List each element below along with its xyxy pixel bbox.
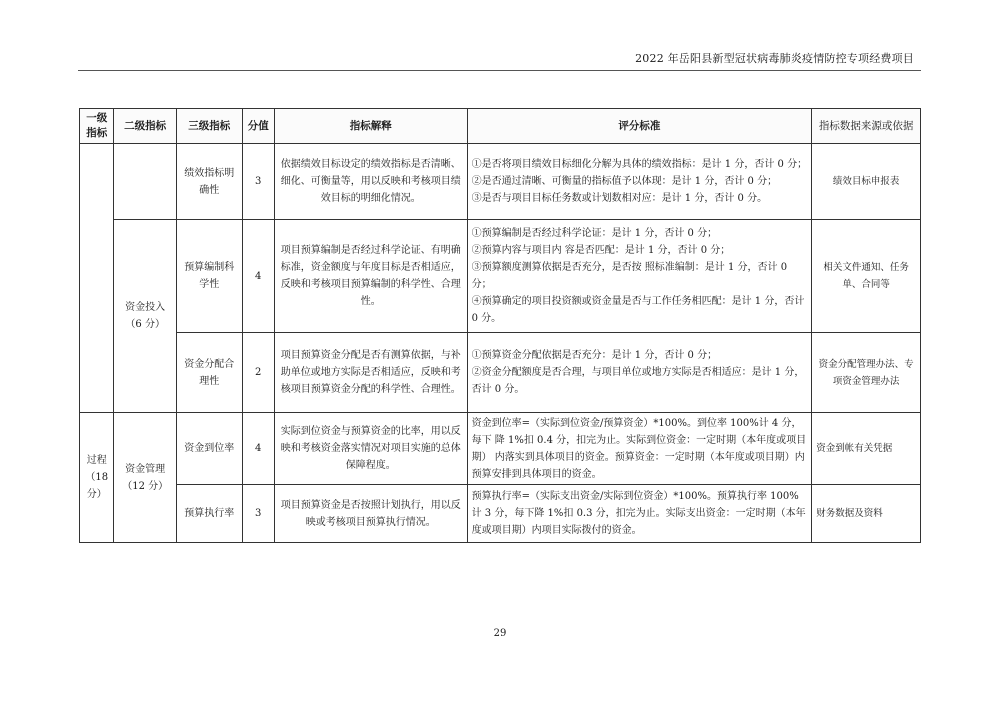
score-cell: 3 <box>242 144 274 220</box>
header-level3: 三级指标 <box>176 109 242 144</box>
standard-cell <box>467 333 812 413</box>
explanation-cell: 实际到位资金与预算资金的比率，用以反映和考核资金落实情况对项目实施的总体保障程度。 <box>274 413 467 485</box>
standard-item: ④预算确定的项目投资额或资金量是否与工作任务相匹配：是计 1 分，否计 0 分。 <box>471 296 805 324</box>
source-cell: 财务数据及资料 <box>812 485 921 543</box>
table-row <box>80 144 921 220</box>
level2-cell-empty <box>114 144 176 220</box>
level1-cell <box>80 144 114 413</box>
page-number: 29 <box>493 628 507 639</box>
level1-cell: 过程 （18 分） <box>80 413 114 543</box>
source-cell: 资金到帐有关凭据 <box>812 413 921 485</box>
standard-item: ③是否与项目目标任务数或计划数相对应：是计 1 分，否计 0 分。 <box>471 193 768 204</box>
standard-item: 预算执行率=（实际支出资金/实际到位资金）*100%。预算执行率 100%计 3 分，每下降 1%扣 0.3 分，扣完为止。实际支出资金：一定时期（本年度或项目期）内项目实际拨付的资金。 <box>471 491 806 536</box>
standard-item: ②预算内容与项目内 容是否匹配：是计 1 分，否计 0 分； <box>471 245 731 256</box>
standard-item: ②是否通过清晰、可衡量的指标值予以体现：是计 1 分，否计 0 分； <box>471 176 778 187</box>
score-cell: 3 <box>242 485 274 543</box>
table-row <box>80 220 921 333</box>
standard-item: 资金到位率=（实际到位资金/预算资金）*100%。到位率 100%计 4 分，每下 降 1%扣 0.4 分，扣完为止。实际到位资金：一定时期（本年度或项目期） 内落实到具体项目的资金。预算资金：一定时期（本年度或项目期）内预算安排到具体项目的资金。 <box>471 417 807 480</box>
table-header-row <box>80 109 921 144</box>
header-standard: 评分标准 <box>467 109 812 144</box>
document-header: 2022 年岳阳县新型冠状病毒肺炎疫情防控专项经费项目 <box>635 52 914 65</box>
source-cell: 绩效目标申报表 <box>812 144 921 220</box>
header-level2: 二级指标 <box>114 109 176 144</box>
header-explanation: 指标解释 <box>274 109 467 144</box>
explanation-cell: 项目预算编制是否经过科学论证、有明确标准，资金额度与年度目标是否相适应，反映和考核项目预算编制的科学性、合理性。 <box>274 220 467 333</box>
score-cell: 4 <box>242 220 274 333</box>
standard-item: ①预算编制是否经过科学论证：是计 1 分，否计 0 分； <box>471 228 718 239</box>
standard-item: ①是否将项目绩效目标细化分解为具体的绩效指标：是计 1 分，否计 0 分； <box>471 159 808 170</box>
source-cell: 资金分配管理办法、专项资金管理办法 <box>812 333 921 413</box>
header-level1: 一级指标 <box>80 109 114 144</box>
standard-cell <box>467 220 812 333</box>
table-row <box>80 413 921 485</box>
explanation-cell: 项目预算资金分配是否有测算依据，与补助单位或地方实际是否相适应，反映和考核项目预算资金分配的科学性、合理性。 <box>274 333 467 413</box>
level3-cell: 资金到位率 <box>176 413 242 485</box>
source-cell: 相关文件通知、任务单、合同等 <box>812 220 921 333</box>
level2-cell: 资金管理 （12 分） <box>114 413 176 543</box>
level3-cell: 资金分配合理性 <box>176 333 242 413</box>
header-score: 分值 <box>242 109 274 144</box>
level3-cell: 预算执行率 <box>176 485 242 543</box>
explanation-cell: 项目预算资金是否按照计划执行，用以反映或考核项目预算执行情况。 <box>274 485 467 543</box>
level2-cell: 资金投入 （6 分） <box>114 220 176 413</box>
level3-cell: 预算编制科学性 <box>176 220 242 333</box>
level3-cell: 绩效指标明确性 <box>176 144 242 220</box>
table-row <box>80 333 921 413</box>
standard-cell <box>467 413 812 485</box>
table-row <box>80 485 921 543</box>
standard-cell <box>467 144 812 220</box>
explanation-cell: 依据绩效目标设定的绩效指标是否清晰、细化、可衡量等，用以反映和考核项目绩效目标的明细化情况。 <box>274 144 467 220</box>
standard-item: ②资金分配额度是否合理，与项目单位或地方实际是否相适应：是计 1 分，否计 0 分。 <box>471 367 805 395</box>
header-rule <box>78 70 921 71</box>
standard-cell <box>467 485 812 543</box>
score-cell: 4 <box>242 413 274 485</box>
score-cell: 2 <box>242 333 274 413</box>
standard-item: ①预算资金分配依据是否充分：是计 1 分，否计 0 分； <box>471 350 718 361</box>
performance-indicator-table <box>79 108 921 543</box>
standard-item: ③预算额度测算依据是否充分，是否按 照标准编制：是计 1 分，否计 0 分； <box>471 262 788 290</box>
header-source: 指标数据来源或依据 <box>812 109 921 144</box>
